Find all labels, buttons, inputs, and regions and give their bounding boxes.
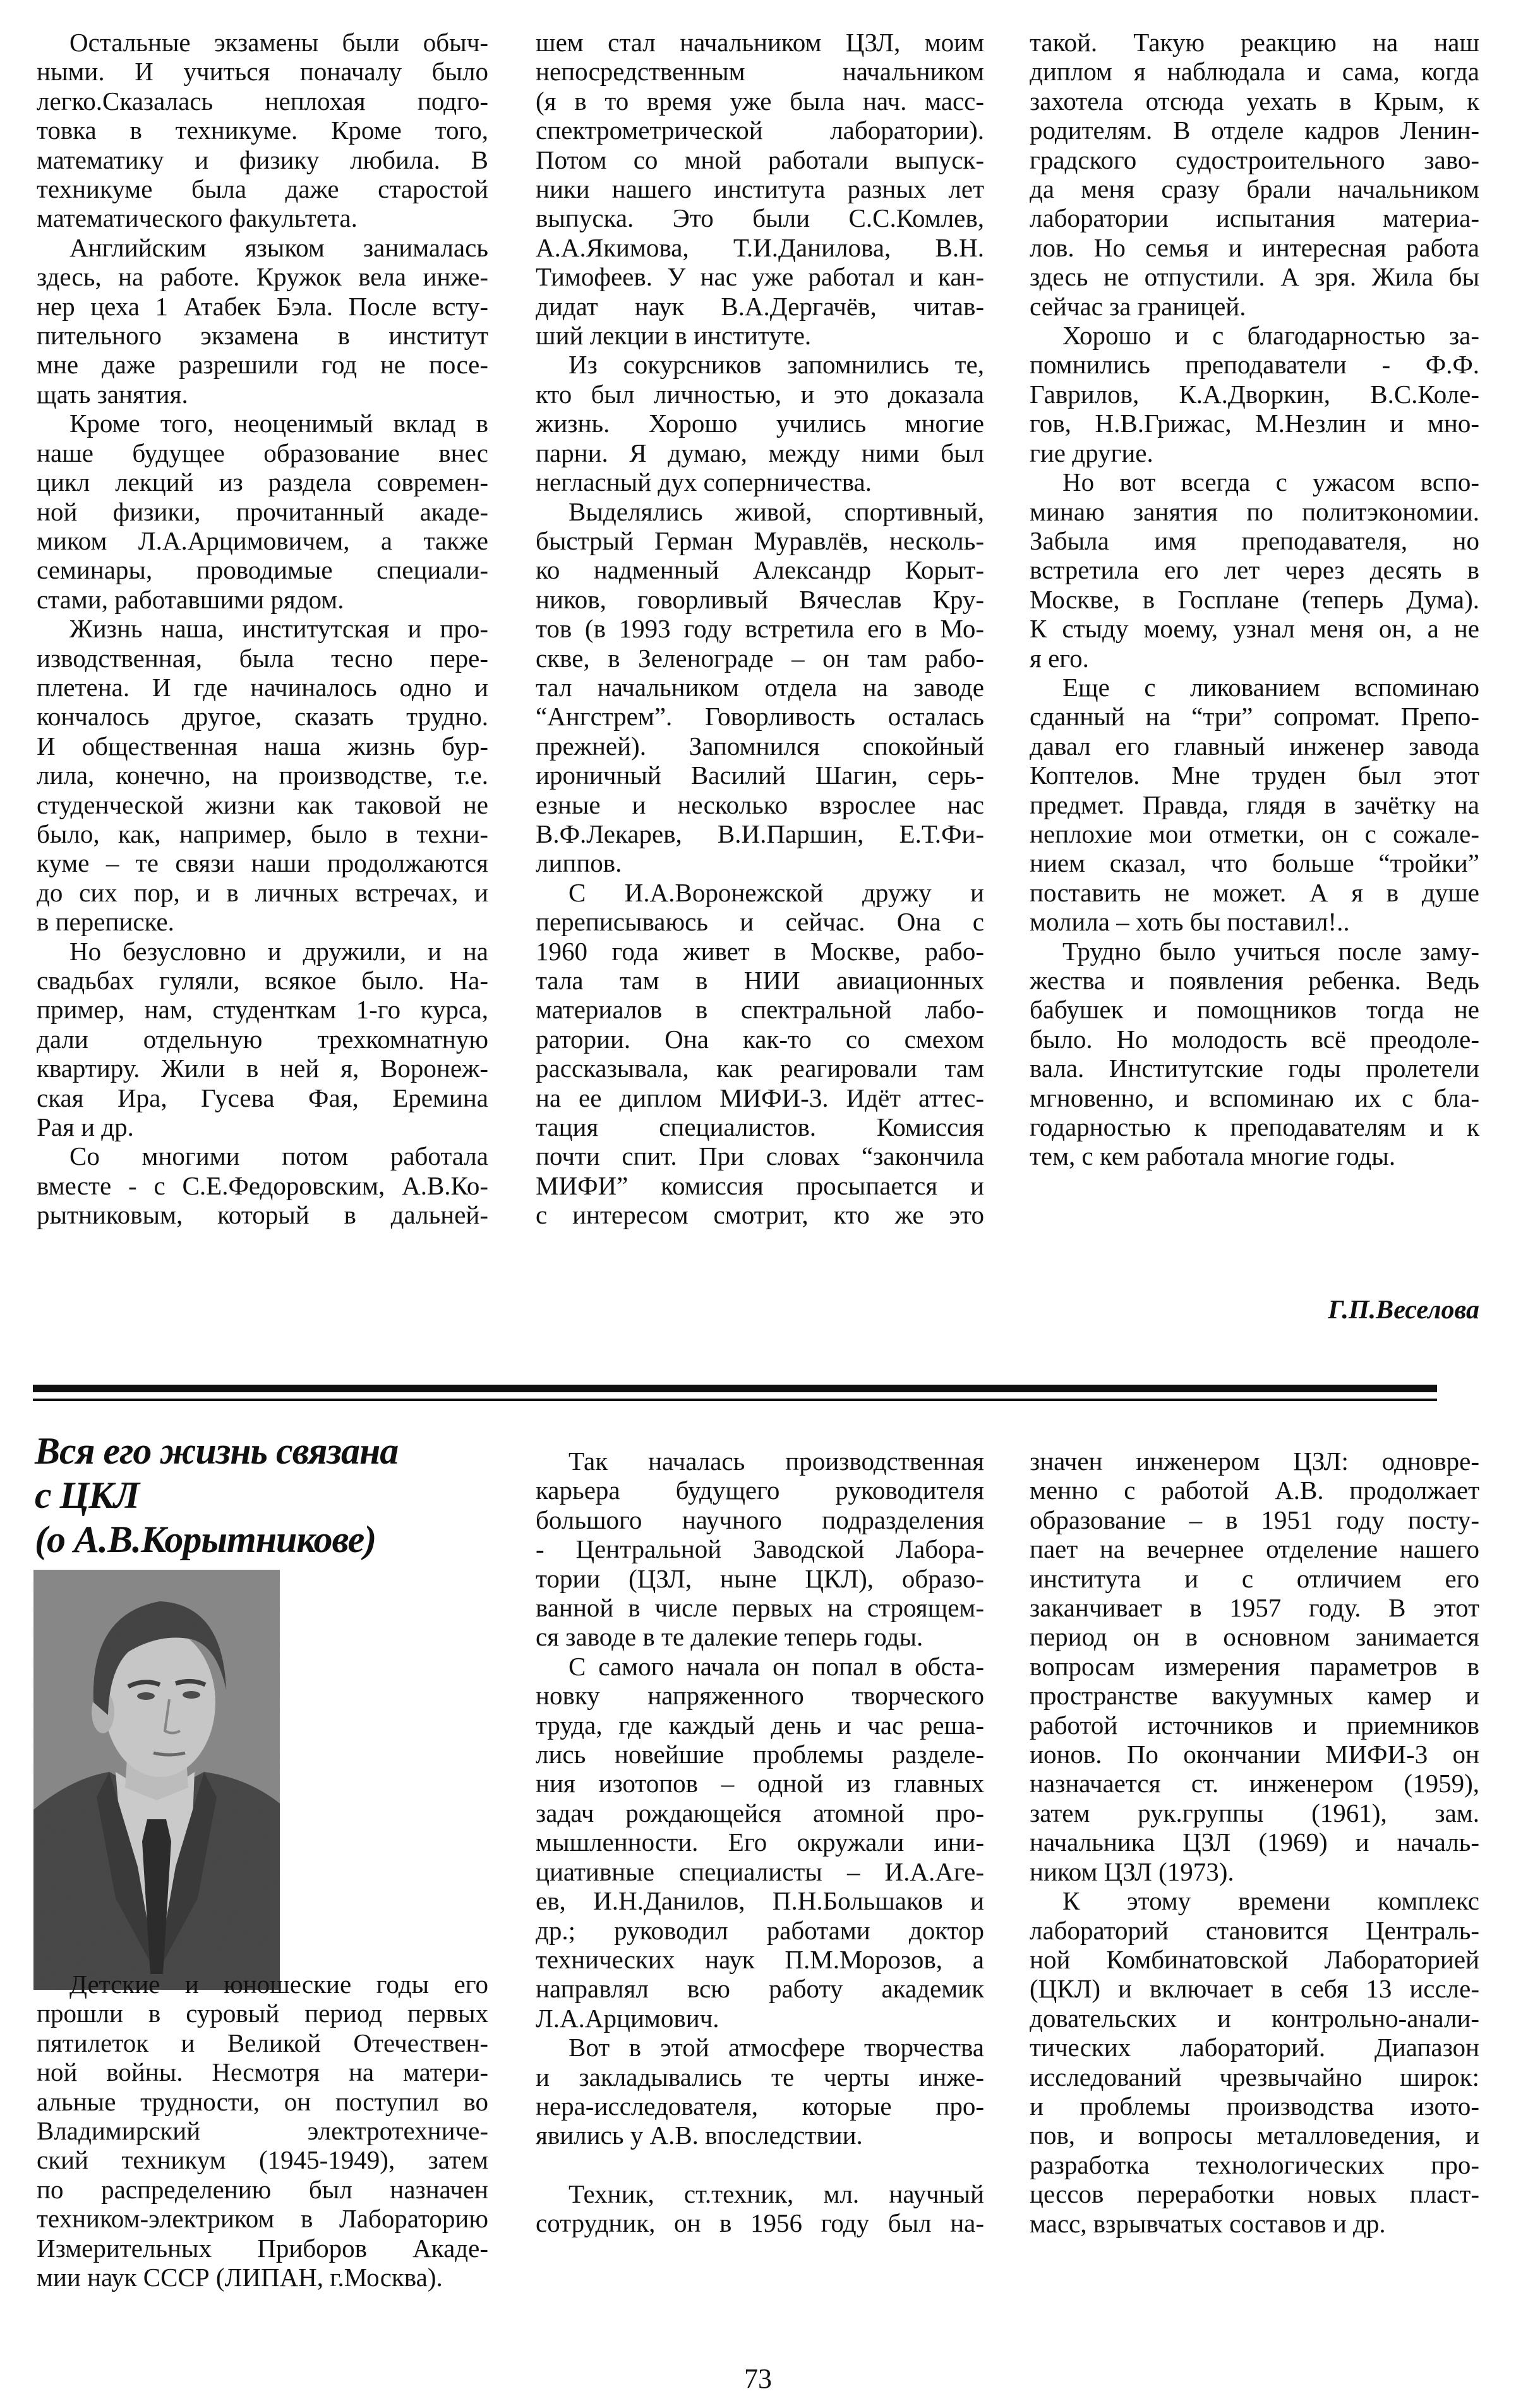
text-line: парни. Я думаю, между ними был bbox=[536, 438, 984, 467]
text-line: Л.А.Арцимович. bbox=[536, 2003, 719, 2033]
paragraph bbox=[1030, 937, 1479, 1171]
paragraph bbox=[1030, 1886, 1479, 2238]
text-line: мышленности. Его окружали ини- bbox=[536, 1827, 984, 1857]
text-line: пятилеток и Великой Отечествен- bbox=[37, 2028, 488, 2057]
text-line: ская Ира, Гусева Фая, Еремина bbox=[37, 1083, 488, 1112]
text-line: пример, нам, студенткам 1-го курса, bbox=[37, 995, 488, 1025]
text-line: лаборатории испытания материа- bbox=[1030, 203, 1479, 233]
paragraph bbox=[536, 28, 984, 350]
text-line: ников, говорливый Вячеслав Кру- bbox=[536, 584, 984, 614]
text-line: было. Но молодость всё преодоле- bbox=[1030, 1024, 1479, 1054]
text-line: И общественная наша жизнь бур- bbox=[37, 731, 488, 761]
text-line: встретила его лет через десять в bbox=[1030, 555, 1479, 585]
author-signature: Г.П.Веселова bbox=[1328, 1296, 1479, 1325]
text-line: я его. bbox=[1030, 643, 1089, 673]
text-line: непосредственным начальником bbox=[536, 57, 984, 87]
text-line: мии наук СССР (ЛИПАН, г.Москва). bbox=[37, 2263, 443, 2292]
text-line: гие другие. bbox=[1030, 438, 1153, 467]
text-line: направлял всю работу академик bbox=[536, 1974, 984, 2004]
text-line: тических лабораторий. Диапазон bbox=[1030, 2033, 1479, 2062]
text-line: Так началась производственная bbox=[568, 1447, 984, 1476]
text-line: гов, Н.В.Грижас, М.Незлин и мно- bbox=[1030, 409, 1479, 438]
paragraph bbox=[536, 2179, 984, 2238]
text-line: значен инженером ЦЗЛ: одновре- bbox=[1030, 1447, 1479, 1476]
paragraph bbox=[37, 28, 488, 233]
text-line: тала там в НИИ авиационных bbox=[536, 966, 984, 995]
text-line: Хорошо и с благодарностью за- bbox=[1062, 321, 1479, 351]
heading-line-1: Вся его жизнь связана bbox=[35, 1430, 399, 1472]
text-line: до сих пор, и в личных встречах, и bbox=[37, 877, 488, 907]
text-line: тем, с кем работала многие годы. bbox=[1030, 1141, 1396, 1171]
text-line: А.А.Якимова, Т.И.Данилова, В.Н. bbox=[536, 232, 984, 262]
text-line: ионов. По окончании МИФИ-3 он bbox=[1030, 1740, 1479, 1769]
text-line: сейчас за границей. bbox=[1030, 291, 1246, 321]
text-line: почти спит. При словах “закончила bbox=[536, 1141, 984, 1171]
text-line: на ее диплом МИФИ-3. Идёт аттес- bbox=[536, 1083, 984, 1112]
text-line: масс, взрывчатых составов и др. bbox=[1030, 2208, 1386, 2238]
text-line: цессов переработки новых пласт- bbox=[1030, 2179, 1479, 2209]
section-divider-thick bbox=[33, 1385, 1437, 1392]
text-line: езные и несколько взрослее нас bbox=[536, 790, 984, 819]
text-line: новку напряженного творческого bbox=[536, 1681, 984, 1711]
text-line: период он в основном занимается bbox=[1030, 1622, 1479, 1652]
text-line: менно с работой А.В. продолжает bbox=[1030, 1476, 1479, 1505]
text-line: Коптелов. Мне труден был этот bbox=[1030, 761, 1479, 790]
text-line: начальника ЦЗЛ (1969) и началь- bbox=[1030, 1827, 1479, 1857]
text-line: плетена. И где начиналось одно и bbox=[37, 672, 488, 702]
text-line: с интересом смотрит, кто же это bbox=[536, 1200, 984, 1230]
text-line: семинары, проводимые специали- bbox=[37, 555, 488, 585]
text-line: математического факультета. bbox=[37, 203, 358, 233]
paragraph bbox=[1030, 673, 1479, 937]
text-line: института и с отличием его bbox=[1030, 1563, 1479, 1593]
paragraph bbox=[1030, 467, 1479, 673]
bottom-article-column-1 bbox=[37, 1970, 488, 2292]
text-line: лов. Но семья и интересная работа bbox=[1030, 232, 1479, 262]
text-line: ния изотопов – одной из главных bbox=[536, 1769, 984, 1798]
text-line: тация специалистов. Комиссия bbox=[536, 1112, 984, 1142]
text-line: вопросам измерения параметров в bbox=[1030, 1651, 1479, 1681]
text-line: липпов. bbox=[536, 848, 622, 878]
text-line: захотела отсюда уехать в Крым, к bbox=[1030, 86, 1479, 116]
paragraph bbox=[536, 878, 984, 1230]
portrait-image bbox=[33, 1570, 280, 1990]
text-line: выпуска. Это были С.С.Комлев, bbox=[536, 203, 984, 233]
text-line: большого научного подразделения bbox=[536, 1505, 984, 1534]
text-line: нер цеха 1 Атабек Бэла. После всту- bbox=[37, 291, 488, 321]
text-line: разработка технологических про- bbox=[1030, 2150, 1479, 2179]
text-line: лись новейшие проблемы разделе- bbox=[536, 1740, 984, 1769]
text-line: Москве, в Госплане (теперь Дума). bbox=[1030, 584, 1479, 614]
text-line: Остальные экзамены были обыч- bbox=[69, 28, 488, 57]
text-line: поставить не может. А я в душе bbox=[1030, 877, 1479, 907]
text-line: Но вот всегда с ужасом вспо- bbox=[1062, 467, 1479, 497]
paragraph bbox=[536, 2033, 984, 2150]
top-article-column-2 bbox=[536, 28, 984, 1230]
text-line: Техник, ст.техник, мл. научный bbox=[568, 2179, 984, 2208]
text-line: лабораторий становится Централь- bbox=[1030, 1915, 1479, 1945]
text-line: родителям. В отделе кадров Ленин- bbox=[1030, 116, 1479, 145]
text-line: альные трудности, он поступил во bbox=[37, 2086, 488, 2116]
text-line: шем стал начальником ЦЗЛ, моим bbox=[536, 28, 984, 57]
text-line: МИФИ” комиссия просыпается и bbox=[536, 1171, 984, 1200]
text-line: тории (ЦЗЛ, ныне ЦКЛ), образо- bbox=[536, 1563, 984, 1593]
text-line: ной войны. Несмотря на матери- bbox=[37, 2057, 488, 2087]
text-line: кончалось другое, сказать трудно. bbox=[37, 702, 488, 731]
text-line: исследований чрезвычайно широк: bbox=[1030, 2062, 1479, 2092]
text-line: по распределению был назначен bbox=[37, 2174, 488, 2204]
article-heading bbox=[35, 1429, 490, 1562]
text-line: градского судостроительного заво- bbox=[1030, 145, 1479, 174]
paragraph bbox=[1030, 321, 1479, 467]
text-line: (ЦКЛ) и включает в себя 13 иссле- bbox=[1030, 1974, 1479, 2004]
text-line: явились у А.В. впоследствии. bbox=[536, 2121, 863, 2150]
text-line: Английским языком занималась bbox=[69, 232, 488, 262]
text-line: здесь не отпустили. А зря. Жила бы bbox=[1030, 262, 1479, 292]
text-line: ником ЦЗЛ (1973). bbox=[1030, 1857, 1234, 1886]
bottom-article-column-3 bbox=[1030, 1447, 1479, 2238]
text-line: ший лекции в институте. bbox=[536, 321, 812, 351]
text-line: рассказывала, как реагировали там bbox=[536, 1054, 984, 1083]
text-line: щать занятия. bbox=[37, 379, 188, 409]
paragraph bbox=[37, 233, 488, 409]
text-line: Кроме того, неоценимый вклад в bbox=[69, 409, 488, 438]
heading-line-2: с ЦКЛ bbox=[35, 1474, 140, 1516]
text-line: молила – хоть бы поставил!.. bbox=[1030, 907, 1350, 937]
text-line: кто был личностью, и это доказала bbox=[536, 379, 984, 409]
text-line: тал начальником отдела на заводе bbox=[536, 672, 984, 702]
text-line: материалов в спектральной лабо- bbox=[536, 995, 984, 1025]
text-line: Со многими потом работала bbox=[69, 1141, 488, 1171]
text-line: технических наук П.М.Морозов, а bbox=[536, 1944, 984, 1974]
text-line: лила, конечно, на производстве, т.е. bbox=[37, 761, 488, 790]
portrait-photo bbox=[33, 1570, 280, 1990]
text-line: ироничный Василий Шагин, серь- bbox=[536, 761, 984, 790]
text-line: В.Ф.Лекарев, В.И.Паршин, Е.Т.Фи- bbox=[536, 819, 984, 848]
text-line: такой. Такую реакцию на наш bbox=[1030, 28, 1479, 57]
text-line: К стыду моему, узнал меня он, а не bbox=[1030, 614, 1479, 644]
text-line: тов (в 1993 году встретила его в Мо- bbox=[536, 614, 984, 644]
text-line: Трудно было учиться после заму- bbox=[1062, 936, 1479, 966]
text-line: студенческой жизни как таковой не bbox=[37, 790, 488, 819]
text-line: спектрометрической лаборатории). bbox=[536, 116, 984, 145]
text-line: прошли в суровый период первых bbox=[37, 1999, 488, 2028]
heading-line-3: (о А.В.Корытникове) bbox=[35, 1519, 376, 1560]
paragraph bbox=[1030, 28, 1479, 321]
text-line: мгновенно, и вспоминаю их с бла- bbox=[1030, 1083, 1479, 1112]
text-line: Выделялись живой, спортивный, bbox=[568, 497, 984, 526]
text-line: переписываюсь и сейчас. Она с bbox=[536, 907, 984, 937]
text-line: С самого начала он попал в обста- bbox=[568, 1651, 984, 1681]
section-divider-thin bbox=[33, 1399, 1437, 1401]
text-line: было, как, например, было в техни- bbox=[37, 819, 488, 848]
text-line: Детские и юношеские годы его bbox=[69, 1970, 488, 1999]
text-line: Рая и др. bbox=[37, 1112, 134, 1142]
text-line: товка в техникуме. Кроме того, bbox=[37, 116, 488, 145]
text-line: пов, и вопросы металловедения, и bbox=[1030, 2121, 1479, 2150]
text-line: пространстве вакуумных камер и bbox=[1030, 1681, 1479, 1711]
text-line: ко надменный Александр Корыт- bbox=[536, 555, 984, 585]
text-line: техникуме была даже старостой bbox=[37, 174, 488, 204]
text-line: и закладывались те черты инже- bbox=[536, 2062, 984, 2092]
text-line: сотрудник, он в 1956 году был на- bbox=[536, 2208, 984, 2238]
text-line: минаю занятия по политэкономии. bbox=[1030, 497, 1479, 526]
text-line: изводственная, была тесно пере- bbox=[37, 643, 488, 673]
page-number: 73 bbox=[744, 2363, 772, 2394]
paragraph bbox=[1030, 1447, 1479, 1886]
text-line: Жизнь наша, институтская и про- bbox=[69, 614, 488, 644]
paragraph bbox=[37, 937, 488, 1142]
text-line: “Ангстрем”. Говорливость осталась bbox=[536, 702, 984, 731]
text-line: давал его главный инженер завода bbox=[1030, 731, 1479, 761]
text-line: техником-электриком в Лабораторию bbox=[37, 2204, 488, 2234]
text-line: карьера будущего руководителя bbox=[536, 1476, 984, 1505]
text-line: циативные специалисты – И.А.Аге- bbox=[536, 1857, 984, 1886]
text-line: 1960 года живет в Москве, рабо- bbox=[536, 936, 984, 966]
text-line: бабушек и помощников тогда не bbox=[1030, 995, 1479, 1025]
text-line: Еще с ликованием вспоминаю bbox=[1062, 672, 1479, 702]
text-line: назначается ст. инженером (1959), bbox=[1030, 1769, 1479, 1798]
text-line: Потом со мной работали выпуск- bbox=[536, 145, 984, 174]
paragraph bbox=[37, 614, 488, 936]
text-line: и проблемы производства изото- bbox=[1030, 2091, 1479, 2121]
text-line: нием сказал, что больше “тройки” bbox=[1030, 848, 1479, 878]
text-line: неплохие мои отметки, он с сожале- bbox=[1030, 819, 1479, 848]
text-line: пает на вечернее отделение нашего bbox=[1030, 1534, 1479, 1564]
text-line: быстрый Герман Муравлёв, несколь- bbox=[536, 526, 984, 555]
paragraph bbox=[536, 497, 984, 878]
text-line: да меня сразу брали начальником bbox=[1030, 174, 1479, 204]
text-line: цикл лекций из раздела современ- bbox=[37, 467, 488, 497]
text-line: мне даже разрешили год не посе- bbox=[37, 350, 488, 380]
text-line: ники нашего института разных лет bbox=[536, 174, 984, 204]
text-line: годарностью к преподавателям и к bbox=[1030, 1112, 1479, 1142]
top-article-column-3 bbox=[1030, 28, 1479, 1171]
text-line: скве, в Зеленограде – он там рабо- bbox=[536, 643, 984, 673]
text-line: свадьбах гуляли, всякое было. На- bbox=[37, 966, 488, 995]
text-line: вала. Институтские годы пролетели bbox=[1030, 1054, 1479, 1083]
text-line: Но безусловно и дружили, и на bbox=[69, 936, 488, 966]
text-line: К этому времени комплекс bbox=[1062, 1886, 1479, 1916]
text-line: дали отдельную трехкомнатную bbox=[37, 1024, 488, 1054]
text-line: ский техникум (1945-1949), затем bbox=[37, 2145, 488, 2175]
text-line: Из сокурсников запомнились те, bbox=[568, 350, 984, 380]
text-line: образование – в 1951 году посту- bbox=[1030, 1505, 1479, 1534]
text-line: ными. И учиться поначалу было bbox=[37, 57, 488, 87]
text-line: задач рождающейся атомной про- bbox=[536, 1798, 984, 1827]
text-line: нера-исследователя, которые про- bbox=[536, 2091, 984, 2121]
text-line: стами, работавшими рядом. bbox=[37, 584, 344, 614]
text-line: Тимофеев. У нас уже работал и кан- bbox=[536, 262, 984, 292]
paragraph bbox=[536, 1447, 984, 1652]
paragraph bbox=[536, 350, 984, 497]
text-line: негласный дух соперничества. bbox=[536, 467, 872, 497]
text-line: ев, И.Н.Данилов, П.Н.Большаков и bbox=[536, 1886, 984, 1916]
text-line: Гаврилов, К.А.Дворкин, В.С.Коле- bbox=[1030, 379, 1479, 409]
text-line: вместе - с С.Е.Федоровским, А.В.Ко- bbox=[37, 1171, 488, 1200]
text-line: др.; руководил работами доктор bbox=[536, 1915, 984, 1945]
text-line: затем рук.группы (1961), зам. bbox=[1030, 1798, 1479, 1827]
text-line: легко.Сказалась неплохая подго- bbox=[37, 86, 488, 116]
text-line: пительного экзамена в институт bbox=[37, 321, 488, 351]
text-line: рытниковым, который в дальней- bbox=[37, 1200, 488, 1230]
text-line: С И.А.Воронежской дружу и bbox=[568, 877, 984, 907]
text-line: ной Комбинатовской Лабораторией bbox=[1030, 1944, 1479, 1974]
text-line: куме – те связи наши продолжаются bbox=[37, 848, 488, 878]
text-line: предмет. Правда, глядя в зачётку на bbox=[1030, 790, 1479, 819]
top-article-column-1 bbox=[37, 28, 488, 1230]
text-line: жества и появления ребенка. Ведь bbox=[1030, 966, 1479, 995]
paragraph bbox=[37, 1970, 488, 2292]
text-line: заканчивает в 1957 году. В этот bbox=[1030, 1593, 1479, 1623]
bottom-article-column-2 bbox=[536, 1447, 984, 2238]
text-line: Измерительных Приборов Акаде- bbox=[37, 2233, 488, 2263]
text-line: дидат наук В.А.Дергачёв, читав- bbox=[536, 291, 984, 321]
text-line: квартиру. Жили в ней я, Воронеж- bbox=[37, 1054, 488, 1083]
text-line: труда, где каждый день и час реша- bbox=[536, 1710, 984, 1740]
text-line: ратории. Она как-то со смехом bbox=[536, 1024, 984, 1054]
text-line: Забыла имя преподавателя, но bbox=[1030, 526, 1479, 555]
text-line: работой источников и приемников bbox=[1030, 1710, 1479, 1740]
text-line: миком Л.А.Арцимовичем, а также bbox=[37, 526, 488, 555]
paragraph bbox=[37, 409, 488, 614]
text-line: диплом я наблюдала и сама, когда bbox=[1030, 57, 1479, 87]
paragraph bbox=[37, 1141, 488, 1229]
text-line: ной физики, прочитанный акаде- bbox=[37, 497, 488, 526]
text-line: Владимирский электротехниче- bbox=[37, 2116, 488, 2146]
text-line: наше будущее образование внес bbox=[37, 438, 488, 467]
text-line: в переписке. bbox=[37, 907, 174, 937]
text-line: прежней). Запомнился спокойный bbox=[536, 731, 984, 761]
text-line: (я в то время уже была нач. масс- bbox=[536, 86, 984, 116]
text-line: Вот в этой атмосфере творчества bbox=[568, 2033, 984, 2062]
text-line: сданный на “три” сопромат. Препо- bbox=[1030, 702, 1479, 731]
text-line: - Центральной Заводской Лабора- bbox=[536, 1534, 984, 1564]
text-line: ся заводе в те далекие теперь годы. bbox=[536, 1622, 923, 1652]
text-line: здесь, на работе. Кружок вела инже- bbox=[37, 262, 488, 292]
text-line: жизнь. Хорошо учились многие bbox=[536, 409, 984, 438]
paragraph bbox=[536, 1652, 984, 2033]
text-line: довательских и контрольно-анали- bbox=[1030, 2003, 1479, 2033]
text-line: ванной в числе первых на строящем- bbox=[536, 1593, 984, 1623]
text-line: математику и физику любила. В bbox=[37, 145, 488, 174]
text-line: помнились преподаватели - Ф.Ф. bbox=[1030, 350, 1479, 380]
